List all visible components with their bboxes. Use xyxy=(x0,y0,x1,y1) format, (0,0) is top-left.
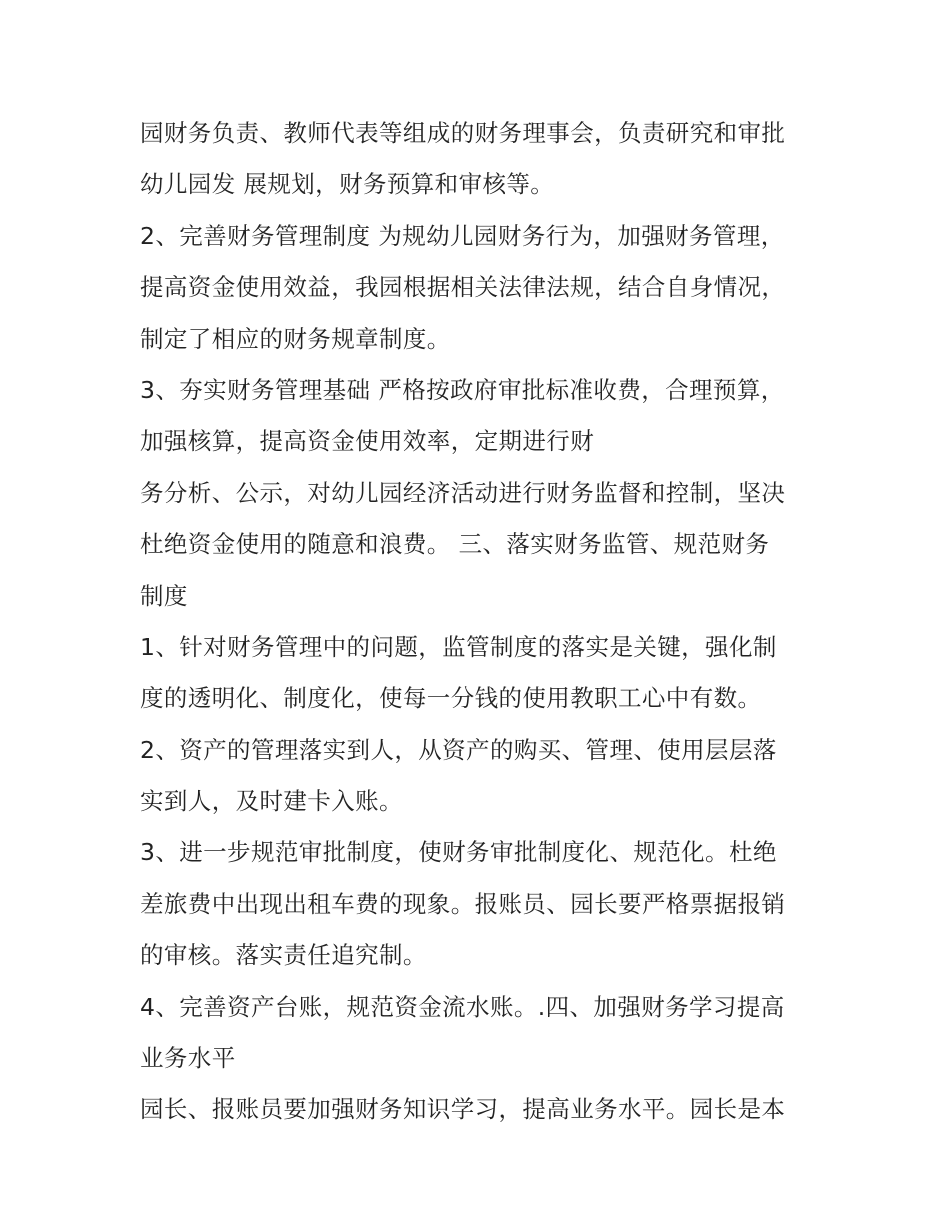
text-line: 的审核。落实责任追究制。 xyxy=(140,941,427,970)
text-line: 园长、报账员要加强财务知识学习，提高业务水平。园长是本 xyxy=(140,1095,786,1124)
text-line: 业务水平 xyxy=(140,1044,236,1073)
text-line: 幼儿园发 展规划，财务预算和审核等。 xyxy=(140,170,555,199)
text-line: 度的透明化、制度化，使每一分钱的使用教职工心中有数。 xyxy=(140,684,762,713)
text-line: 制度 xyxy=(140,581,188,610)
document-body xyxy=(140,108,840,1136)
text-line: 提高资金使用效益，我园根据相关法律法规，结合自身情况， xyxy=(140,273,786,302)
text-line: 1、针对财务管理中的问题，监管制度的落实是关键，强化制 xyxy=(140,632,777,661)
text-line: 园财务负责、教师代表等组成的财务理事会，负责研究和审批 xyxy=(140,119,786,147)
text-line: 3、夯实财务管理基础 严格按政府审批标准收费，合理预算， xyxy=(140,375,785,404)
text-line: 务分析、公示，对幼儿园经济活动进行财务监督和控制，坚决 xyxy=(140,478,786,507)
text-line: 3、进一步规范审批制度，使财务审批制度化、规范化。杜绝 xyxy=(140,838,777,867)
text-line: 制定了相应的财务规章制度。 xyxy=(140,324,451,353)
text-line: 差旅费中出现出租车费的现象。报账员、园长要严格票据报销 xyxy=(140,889,786,918)
text-line: 2、完善财务管理制度 为规幼儿园财务行为，加强财务管理， xyxy=(140,221,785,250)
text-line: 实到人，及时建卡入账。 xyxy=(140,787,403,816)
text-line: 4、完善资产台账，规范资金流水账。.四、加强财务学习提高 xyxy=(140,992,785,1021)
text-line: 加强核算，提高资金使用效率，定期进行财 xyxy=(140,427,595,456)
text-line: 2、资产的管理落实到人，从资产的购买、管理、使用层层落 xyxy=(140,735,777,764)
text-line: 杜绝资金使用的随意和浪费。 三、落实财务监管、规范财务 xyxy=(140,530,770,559)
